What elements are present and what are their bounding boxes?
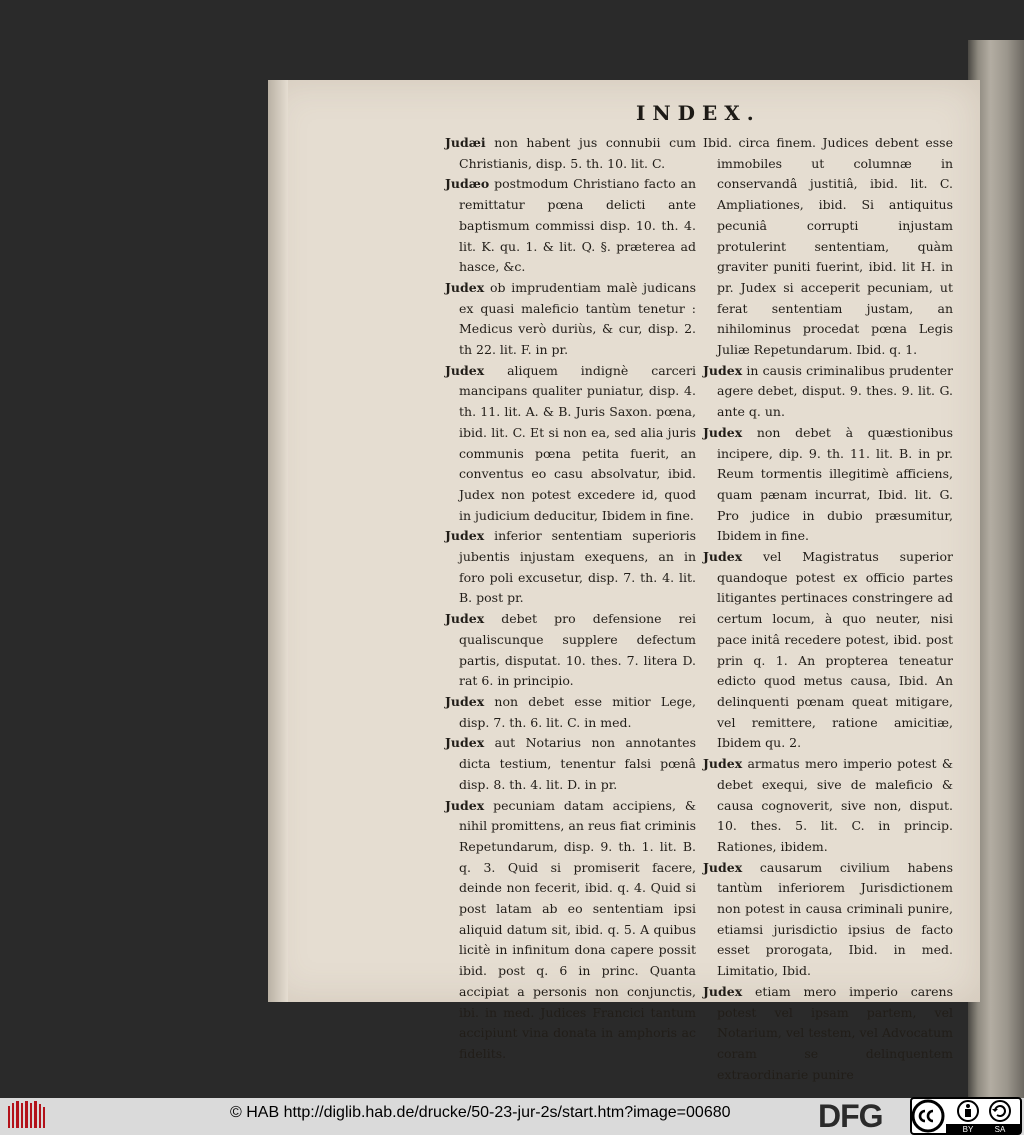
index-entry [703,133,953,361]
sa-label: SA [994,1125,1006,1134]
index-entry-headword: Judæo [445,176,490,192]
cc-license-badge-icon[interactable] [910,1097,1022,1135]
sa-icon [990,1101,1010,1121]
index-entry-text: inferior sententiam superioris jubentis injustam exequens, an in foro poli excusetur, disp. 7. th. 4. lit. B. post pr. [459,528,696,606]
index-entry-text: in causis criminalibus prudenter agere debet, disput. 9. thes. 9. lit. G. ante q. un. [717,362,953,420]
index-entry-headword: Judex [445,611,485,627]
index-entry-text: aut Notarius non annotantes dicta testium, tenentur falsi pœnâ disp. 8. th. 4. lit. D. in pr. [459,735,696,792]
index-entry-text: ob imprudentiam malè judicans ex quasi maleficio tantùm tenetur : Medicus verò duriùs, & cur, disp. 2. th 22. lit. F. in pr. [459,279,696,358]
index-entry [445,609,696,692]
index-entry [703,982,953,1086]
index-entry [445,278,696,361]
hab-logo-icon [6,1100,46,1132]
index-entry [445,526,696,609]
index-entry-headword: Judex [703,756,743,772]
by-icon [958,1101,978,1121]
index-entry-headword: Judex [703,424,743,440]
left-column [445,133,696,1065]
dfg-logo: DFG [818,1098,883,1134]
index-entry [445,133,696,174]
index-entry-headword: Judex [445,362,485,378]
index-entry [445,361,696,527]
index-entry-text: Ibid. circa finem. Judices debent esse immobiles ut columnæ in conservandâ justitiâ, ibid. lit. C. Ampliationes, ibid. Si antiquitus pecuniâ corrupti injustam protulerint sententiam, quàm graviter puniti fuerint, ibid. lit H. in pr. Judex si acceperit pecuniam, ut ferat sententiam justam, an nihilominus procedat pœna Legis Juliæ Repetundarum. Ibid. q. 1. [703,135,953,358]
index-entry [703,858,953,982]
index-entry-text: causarum civilium habens tantùm inferiorem Jurisdictionem non potest in causa criminali punire, etiamsi jurisdictio ipsius de facto esset prorogata, Ibid. in med. Limitatio, Ibid. [717,859,953,979]
index-entry-headword: Judex [445,797,485,813]
index-entry-headword: Judex [703,983,743,999]
index-entry-text: etiam mero imperio carens potest vel ipsam partem, vel Notarium, vel testem, vel Advocatum coram se delinquentem extraordinarie punire [717,983,954,1082]
index-entry-headword: Judæi [445,135,486,150]
index-entry [445,733,696,795]
index-entry [703,361,953,423]
index-entry-headword: Judex [445,279,485,295]
index-entry-text: vel Magistratus superior quandoque potest ex officio partes litigantes pertinaces constringere ad certum locum, à quo neuter, nisi pace initâ recedere potest, ibid. post prin q. 1. An propterea teneatur edicto quod metus causa, Ibid. An delinquenti pœnam queat mitigare, vel remittere, ratione amicitiæ, Ibidem qu. 2. [717,549,953,751]
cc-icon [913,1101,943,1131]
index-entry-text: debet pro defensione rei qualiscunque supplere defectum partis, disputat. 10. thes. 7. litera D. rat 6. in principio. [459,611,696,689]
index-entry [445,796,696,1065]
index-entry [703,547,953,754]
page-heading: INDEX. [636,101,761,125]
index-entry-text: non debet esse mitior Lege, disp. 7. th. 6. lit. C. in med. [459,693,696,730]
index-entry [445,692,696,733]
index-entry-text: postmodum Christiano facto an remittatur pœna delicti ante baptismum commissi disp. 10. th. 4. lit. K. qu. 1. & lit. Q. §. præterea ad hasce, &c. [459,176,696,275]
index-entry [445,174,696,278]
index-entry [703,754,953,858]
page-gutter-shadow [268,80,288,1002]
index-entry-text: armatus mero imperio potest & debet exequi, sive de maleficio & causa cognoverit, sive non, disput. 10. thes. 5. lit. C. in princip. Rationes, ibidem. [717,756,953,854]
index-entry-text: aliquem indignè carceri mancipans qualiter puniatur, disp. 4. th. 11. lit. A. & B. Juris Saxon. pœna, ibid. lit. C. Et si non ea, sed alia juris communis pœna petita fuerit, an conventus eo casu absolvatur, ibid. Judex non potest excedere id, quod in judicium deducitur, Ibidem in fine. [459,362,696,523]
index-entry-headword: Judex [445,693,485,709]
by-label: BY [962,1125,974,1134]
copyright-link[interactable]: © HAB http://diglib.hab.de/drucke/50-23-jur-2s/start.htm?image=00680 [230,1104,731,1121]
index-entry-text: non habent jus connubii cum Christianis, disp. 5. th. 10. lit. C. [459,135,696,171]
index-entry-headword: Judex [703,362,743,378]
index-entry-text: pecuniam datam accipiens, & nihil promittens, an reus fiat criminis Repetundarum, disp. 9. th. 1. lit. B. q. 3. Quid si promiserit facere, deinde non fecerit, ibid. q. 4. Quid si post latam ab eo sententiam ipsi aliquid datum sit, ibid. q. 5. A quibus licitè in infinitum dona capere possit ibid. post q. 6 in princ. Quanta accipiat a personis non conjunctis, ibi. in med. Judices Francici tantum accipiunt vina donata in amphoris ac fidelits. [459,797,696,1061]
index-entry [703,423,953,547]
index-entry-headword: Judex [703,549,743,565]
index-entry-headword: Judex [445,528,485,544]
index-entry-text: non debet à quæstionibus incipere, dip. 9. th. 11. lit. B. in pr. Reum tormentis illegitimè afficiens, quam pænam incurrat, Ibid. lit. G. Pro judice in dubio præsumitur, Ibidem in fine. [717,424,953,544]
index-entry-headword: Judex [445,735,485,751]
right-column [703,133,953,1085]
index-entry-headword: Judex [703,859,743,875]
